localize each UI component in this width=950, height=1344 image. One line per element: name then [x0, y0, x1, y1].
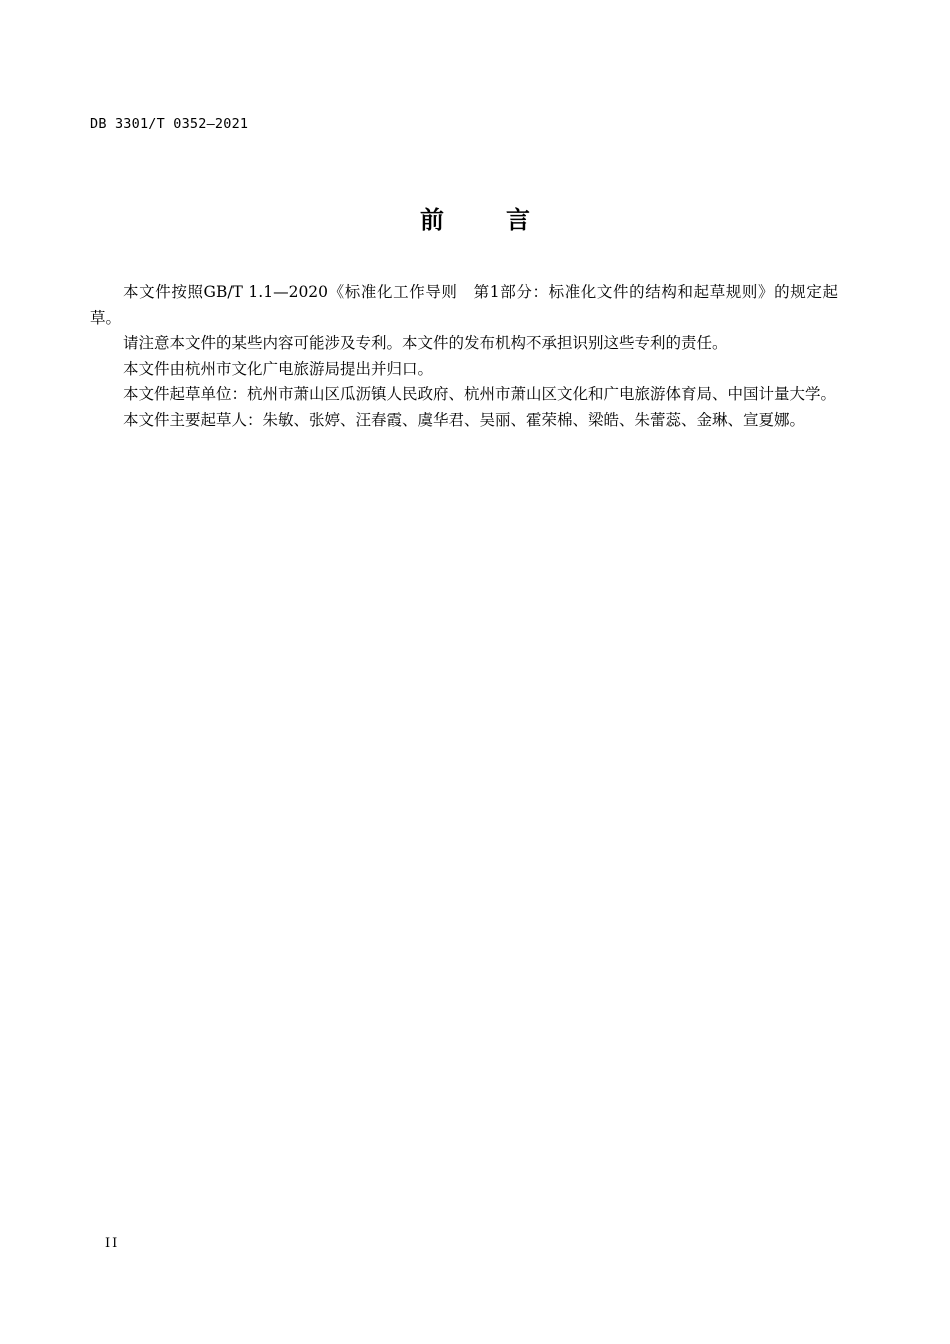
paragraph-proposer: 本文件由杭州市文化广电旅游局提出并归口。: [123, 359, 434, 378]
paragraph-drafting-rules: 本文件按照GB/T 1.1—2020《标准化工作导则 第1部分：标准化文件的结构和起草规则》的规定起草。: [90, 283, 838, 327]
paragraph-drafters: 本文件主要起草人：朱敏、张婷、汪春霞、虞华君、吴丽、霍荣棉、梁皓、朱蕾蕊、金琳、宣夏娜。: [123, 410, 806, 429]
page-number: II: [105, 1236, 120, 1251]
page-title-char-2: 言: [506, 206, 530, 234]
document-code: DB 3301/T 0352—2021: [90, 116, 249, 132]
page-title: [0, 200, 950, 235]
page-title-char-1: 前: [420, 206, 444, 234]
paragraph-patent-notice: 请注意本文件的某些内容可能涉及专利。本文件的发布机构不承担识别这些专利的责任。: [123, 334, 728, 352]
paragraph-drafting-units: 本文件起草单位：杭州市萧山区瓜沥镇人民政府、杭州市萧山区文化和广电旅游体育局、中国计量大学。: [123, 385, 837, 403]
foreword-body: [90, 280, 838, 433]
